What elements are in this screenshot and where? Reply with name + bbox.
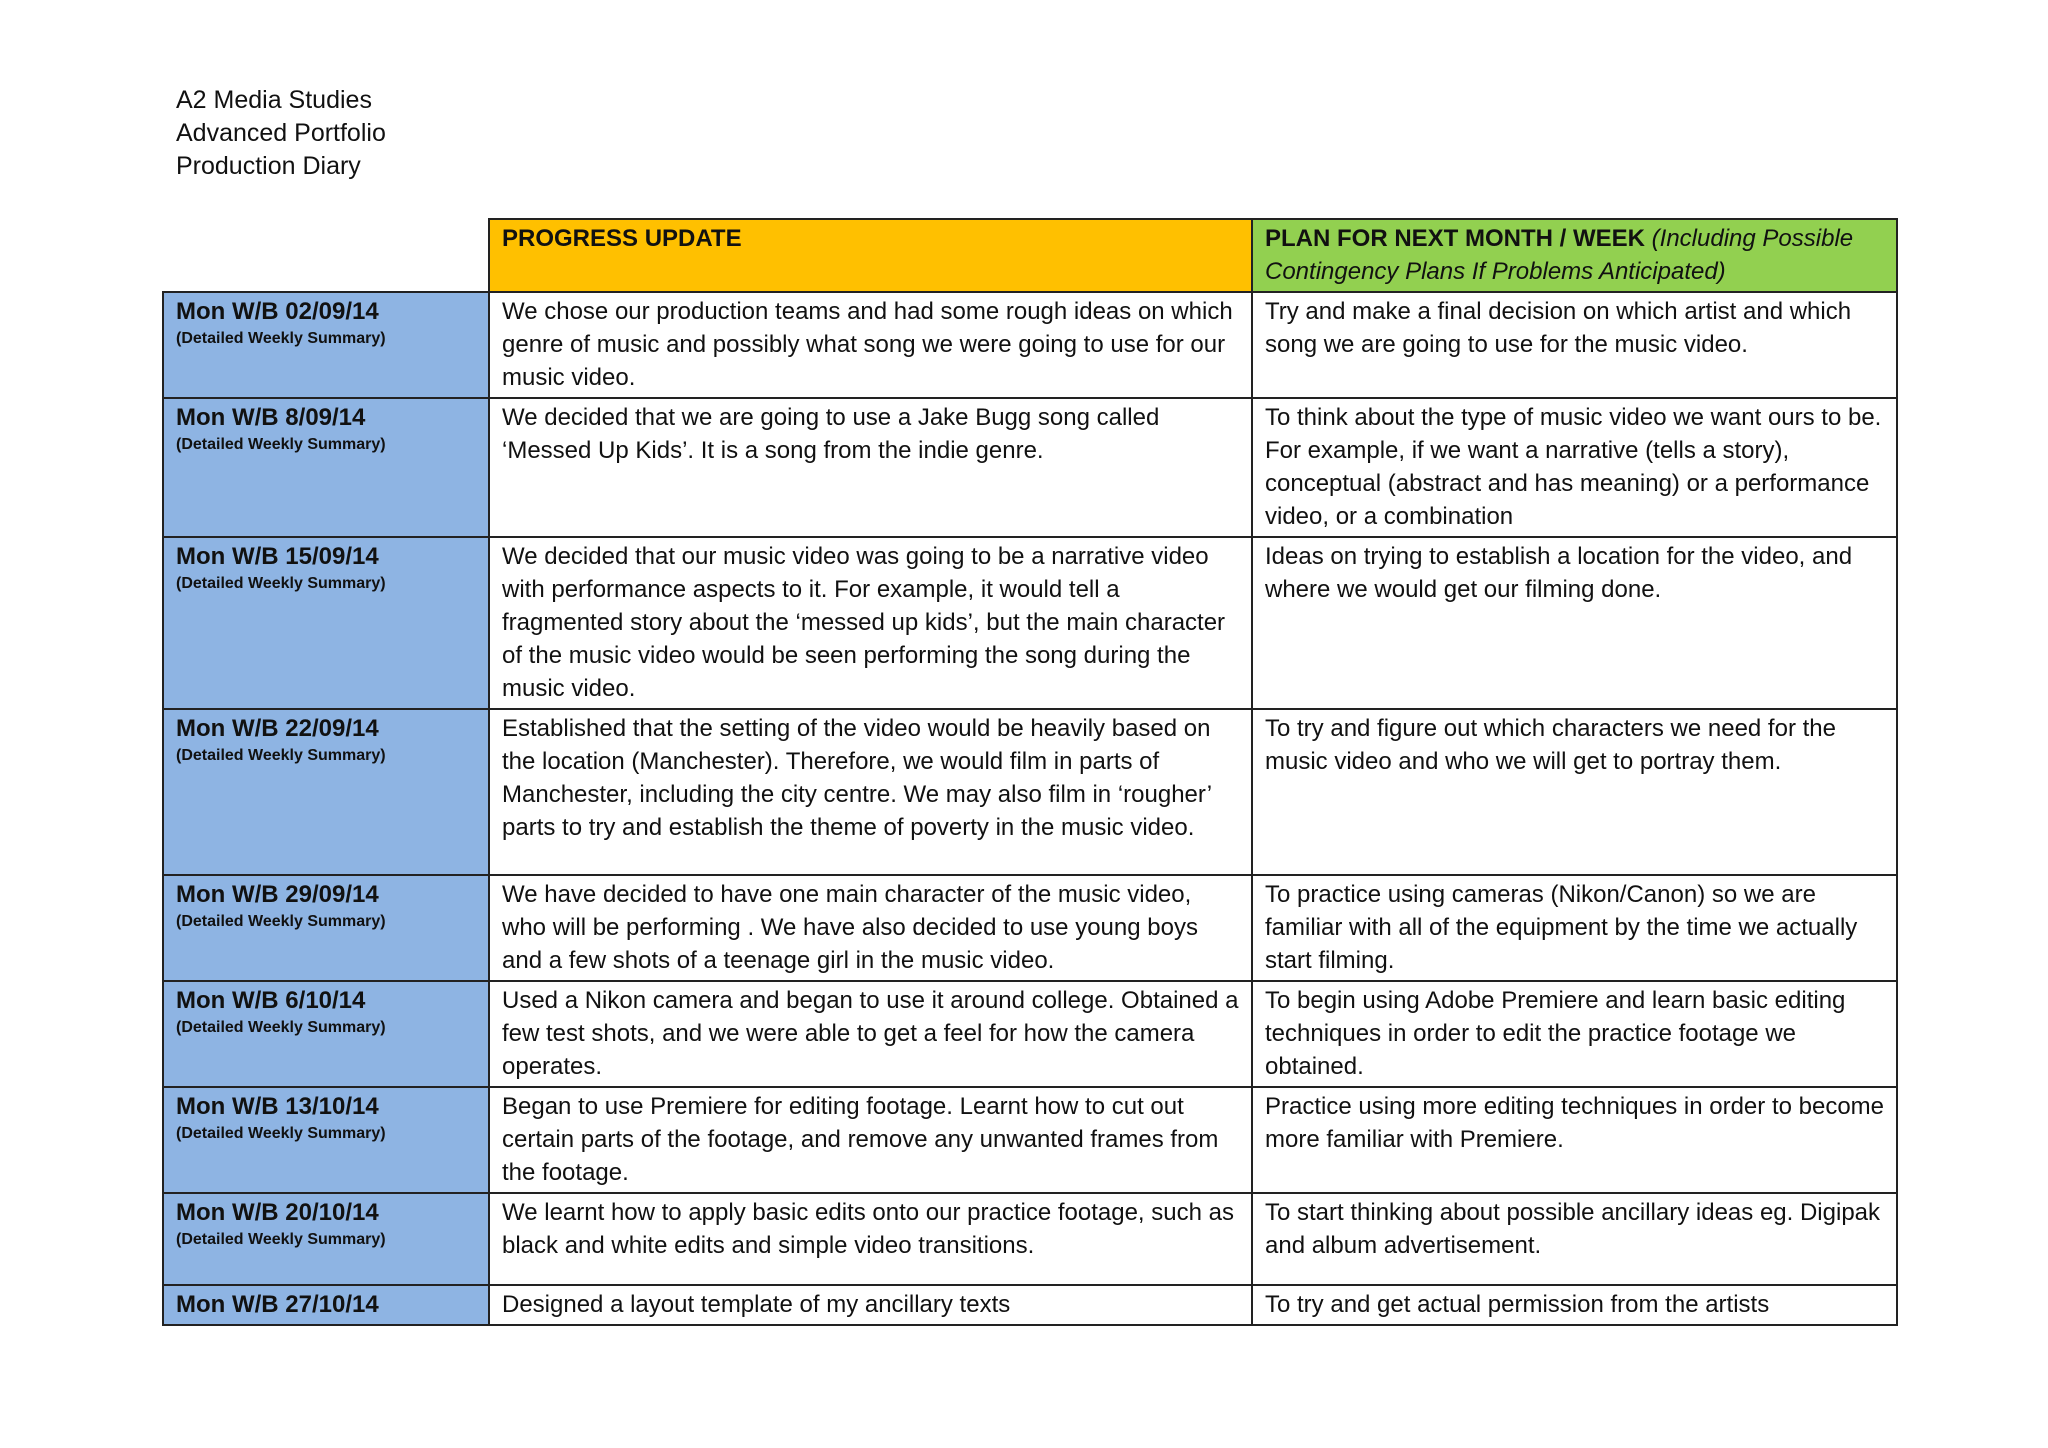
progress-cell: Used a Nikon camera and began to use it around college. Obtained a few test shots, and we were able to get a feel for how the camera operates.: [489, 981, 1252, 1087]
table-row: [163, 981, 1897, 1087]
week-cell: [163, 875, 489, 981]
week-date: Mon W/B 02/09/14: [176, 298, 379, 325]
table-row: [163, 292, 1897, 398]
progress-update-header: PROGRESS UPDATE: [489, 219, 1252, 292]
progress-cell: Began to use Premiere for editing footage. Learnt how to cut out certain parts of the footage, and remove any unwanted frames from the footage.: [489, 1087, 1252, 1193]
plan-cell: Try and make a final decision on which artist and which song we are going to use for the music video.: [1252, 292, 1897, 398]
week-cell: [163, 1285, 489, 1325]
week-date: Mon W/B 6/10/14: [176, 987, 366, 1014]
table-row: [163, 398, 1897, 537]
plan-cell: Practice using more editing techniques in order to become more familiar with Premiere.: [1252, 1087, 1897, 1193]
plan-header: [1252, 219, 1897, 292]
week-date: Mon W/B 8/09/14: [176, 404, 366, 431]
plan-cell: To try and get actual permission from the artists: [1252, 1285, 1897, 1325]
week-subtitle: (Detailed Weekly Summary): [176, 436, 386, 453]
week-cell: [163, 398, 489, 537]
document-header: [176, 84, 386, 183]
progress-cell: Designed a layout template of my ancillary texts: [489, 1285, 1252, 1325]
week-date: Mon W/B 29/09/14: [176, 881, 379, 908]
week-date: Mon W/B 13/10/14: [176, 1093, 379, 1120]
diary-title: Production Diary: [176, 152, 361, 180]
week-date: Mon W/B 15/09/14: [176, 543, 379, 570]
table-row: [163, 537, 1897, 709]
plan-cell: Ideas on trying to establish a location for the video, and where we would get our filming done.: [1252, 537, 1897, 709]
week-date: Mon W/B 22/09/14: [176, 715, 379, 742]
plan-cell: To think about the type of music video we want ours to be. For example, if we want a narrative (tells a story), conceptual (abstract and has meaning) or a performance video, or a combination: [1252, 398, 1897, 537]
week-cell: [163, 292, 489, 398]
table-row: [163, 709, 1897, 875]
week-cell: [163, 709, 489, 875]
plan-header-note: (Including Possible Contingency Plans If Problems Anticipated): [1265, 225, 1854, 285]
table-row: [163, 1285, 1897, 1325]
progress-cell: We learnt how to apply basic edits onto our practice footage, such as black and white edits and simple video transitions.: [489, 1193, 1252, 1285]
week-cell: [163, 537, 489, 709]
plan-cell: To start thinking about possible ancillary ideas eg. Digipak and album advertisement.: [1252, 1193, 1897, 1285]
progress-cell: We decided that we are going to use a Jake Bugg song called ‘Messed Up Kids’. It is a song from the indie genre.: [489, 398, 1252, 537]
week-date: Mon W/B 27/10/14: [176, 1291, 379, 1318]
production-diary-table: [162, 218, 1898, 1326]
table-header-row: [163, 219, 1897, 292]
week-cell: [163, 981, 489, 1087]
table-row: [163, 1193, 1897, 1285]
progress-cell: We chose our production teams and had some rough ideas on which genre of music and possibly what song we were going to use for our music video.: [489, 292, 1252, 398]
progress-cell: We decided that our music video was going to be a narrative video with performance aspects to it. For example, it would tell a fragmented story about the ‘messed up kids’, but the main character of the music video would be seen performing the song during the music video.: [489, 537, 1252, 709]
week-subtitle: (Detailed Weekly Summary): [176, 330, 386, 347]
plan-cell: To try and figure out which characters we need for the music video and who we will get to portray them.: [1252, 709, 1897, 875]
plan-cell: To practice using cameras (Nikon/Canon) so we are familiar with all of the equipment by the time we actually start filming.: [1252, 875, 1897, 981]
week-cell: [163, 1193, 489, 1285]
table-row: [163, 875, 1897, 981]
plan-cell: To begin using Adobe Premiere and learn basic editing techniques in order to edit the practice footage we obtained.: [1252, 981, 1897, 1087]
week-date: Mon W/B 20/10/14: [176, 1199, 379, 1226]
plan-header-title: PLAN FOR NEXT MONTH / WEEK: [1265, 225, 1645, 252]
table-row: [163, 1087, 1897, 1193]
course-title: A2 Media Studies: [176, 86, 372, 114]
week-subtitle: (Detailed Weekly Summary): [176, 747, 386, 764]
week-subtitle: (Detailed Weekly Summary): [176, 1125, 386, 1142]
week-subtitle: (Detailed Weekly Summary): [176, 575, 386, 592]
week-subtitle: (Detailed Weekly Summary): [176, 913, 386, 930]
week-subtitle: (Detailed Weekly Summary): [176, 1019, 386, 1036]
portfolio-title: Advanced Portfolio: [176, 119, 386, 147]
blank-header-cell: [163, 219, 489, 292]
week-cell: [163, 1087, 489, 1193]
progress-cell: We have decided to have one main character of the music video, who will be performing . We have also decided to use young boys and a few shots of a teenage girl in the music video.: [489, 875, 1252, 981]
week-subtitle: (Detailed Weekly Summary): [176, 1231, 386, 1248]
progress-cell: Established that the setting of the video would be heavily based on the location (Manchester). Therefore, we would film in parts of Manchester, including the city centre. We may also film in ‘rougher’ parts to try and establish the theme of poverty in the music video.: [489, 709, 1252, 875]
